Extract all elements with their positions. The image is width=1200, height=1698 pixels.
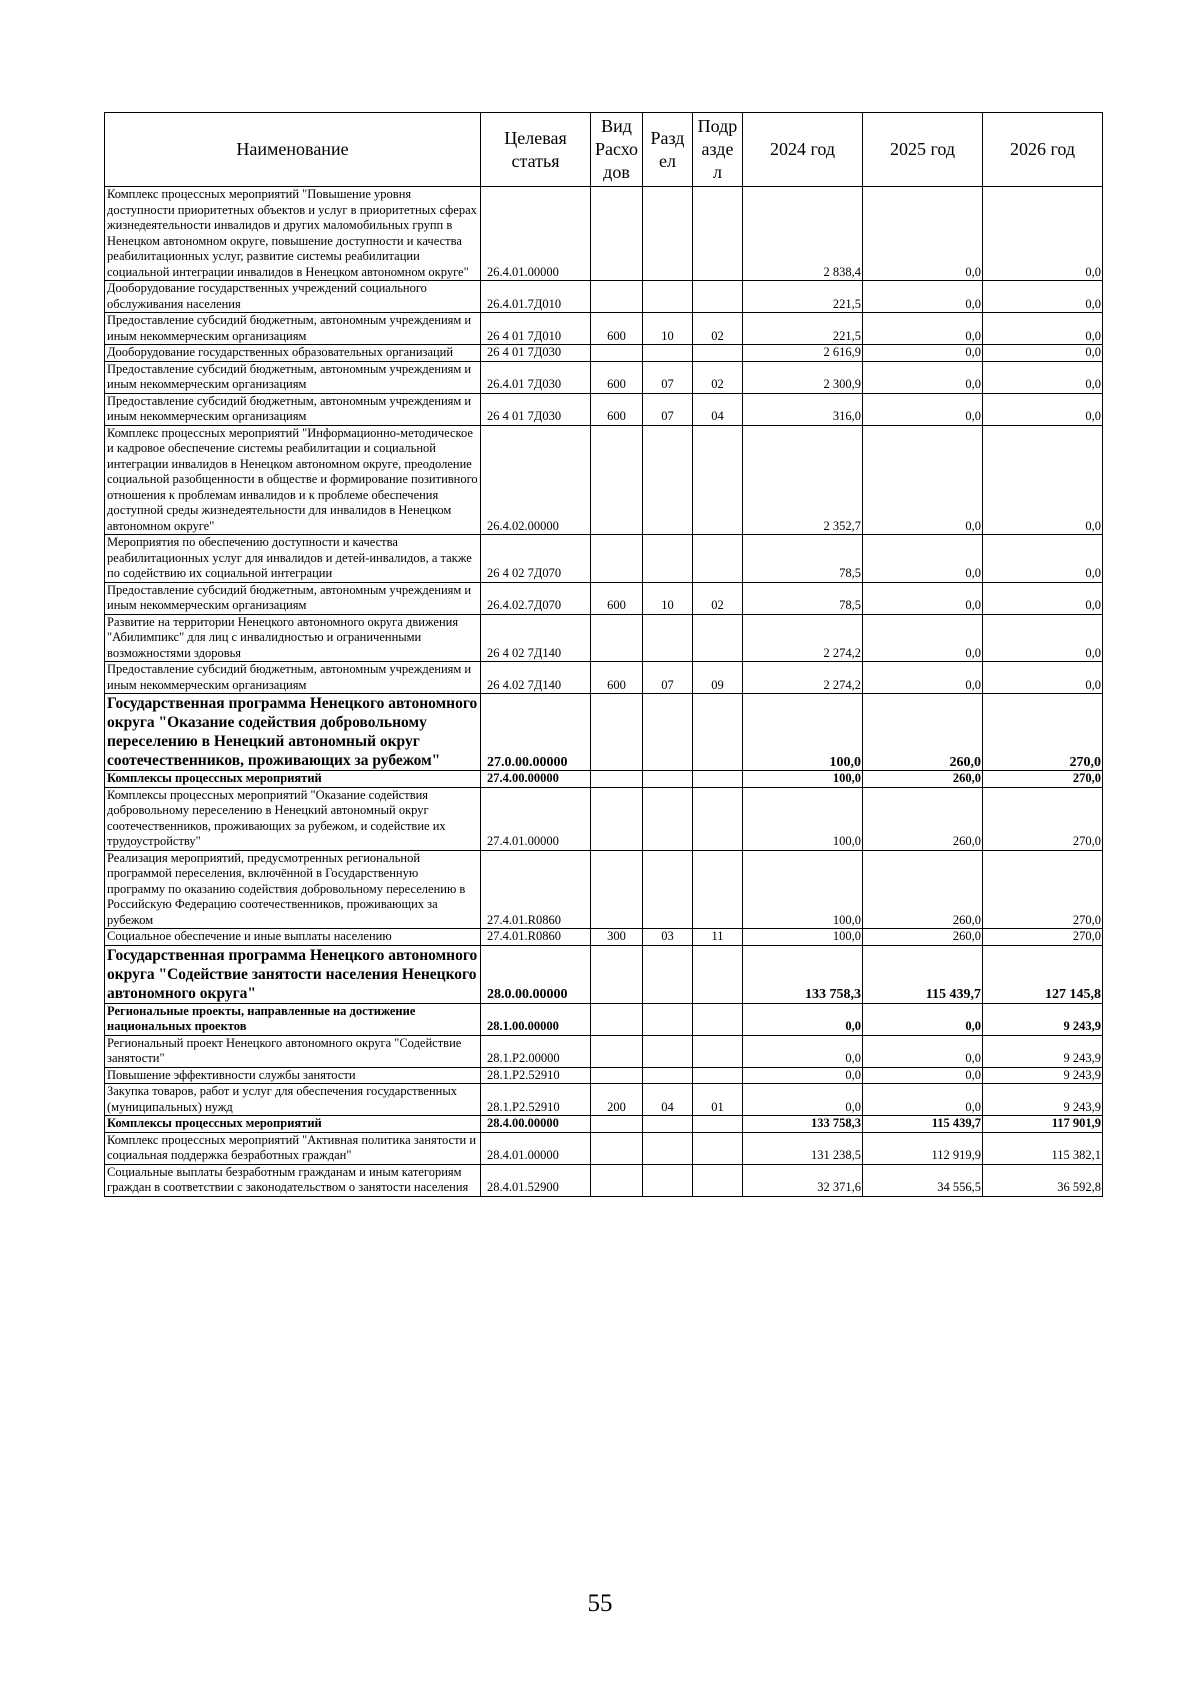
cell-code: 26 4.02 7Д140	[481, 662, 591, 694]
cell-2026: 270,0	[983, 771, 1103, 788]
cell-vid	[591, 1164, 643, 1196]
cell-vid: 200	[591, 1084, 643, 1116]
table-row	[105, 1084, 1103, 1116]
cell-code: 28.4.00.00000	[481, 1116, 591, 1133]
cell-podr: 09	[693, 662, 743, 694]
cell-vid	[591, 345, 643, 362]
budget-table-container	[104, 112, 1102, 1197]
cell-razd	[643, 945, 693, 1003]
cell-2026: 0,0	[983, 187, 1103, 281]
cell-razd	[643, 1116, 693, 1133]
cell-name: Комплекс процессных мероприятий "Информационно-методическое и кадровое обеспечение системы реабилитации и социальной интеграции инвалидов в Ненецком автономном округе, преодоление социальной разобщенности в обществе и формирование позитивного отношения к проблемам инвалидов и к проблеме обеспечения доступной среды жизнедеятельности для инвалидов в Ненецком автономном округе"	[105, 425, 481, 535]
cell-2025: 260,0	[863, 850, 983, 929]
cell-vid: 300	[591, 929, 643, 946]
table-row	[105, 187, 1103, 281]
cell-name: Социальные выплаты безработным гражданам и иным категориям граждан в соответствии с законодательством о занятости населения	[105, 1164, 481, 1196]
cell-name: Предоставление субсидий бюджетным, автономным учреждениям и иным некоммерческим организациям	[105, 393, 481, 425]
header-razd: Разд ел	[643, 113, 693, 187]
cell-2025: 115 439,7	[863, 1116, 983, 1133]
cell-2024: 0,0	[743, 1003, 863, 1035]
cell-2025: 0,0	[863, 662, 983, 694]
header-podr: Подр азде л	[693, 113, 743, 187]
cell-code: 26 4 02 7Д140	[481, 614, 591, 662]
cell-name: Комплекс процессных мероприятий "Повышение уровня доступности приоритетных объектов и услуг в приоритетных сферах жизнедеятельности инвалидов и других маломобильных групп в Ненецком автономном округе, повышение доступности и качества реабилитационных услуг, развитие системы реабилитации социальной интеграции инвалидов в Ненецком автономном округе"	[105, 187, 481, 281]
cell-podr	[693, 187, 743, 281]
cell-2024: 100,0	[743, 694, 863, 771]
cell-2024: 0,0	[743, 1084, 863, 1116]
cell-code: 27.4.01.00000	[481, 787, 591, 850]
cell-code: 26 4 01 7Д030	[481, 393, 591, 425]
cell-razd	[643, 694, 693, 771]
cell-2024: 221,5	[743, 281, 863, 313]
cell-podr	[693, 787, 743, 850]
cell-2025: 0,0	[863, 1035, 983, 1067]
cell-2026: 270,0	[983, 929, 1103, 946]
cell-vid	[591, 1035, 643, 1067]
cell-code: 28.4.01.00000	[481, 1132, 591, 1164]
cell-name: Дооборудование государственных учреждений социального обслуживания населения	[105, 281, 481, 313]
table-row	[105, 662, 1103, 694]
table-row	[105, 313, 1103, 345]
table-row	[105, 1132, 1103, 1164]
budget-table	[104, 112, 1103, 1197]
page-number: 55	[587, 1590, 613, 1617]
cell-2025: 0,0	[863, 1067, 983, 1084]
cell-podr: 04	[693, 393, 743, 425]
cell-2026: 36 592,8	[983, 1164, 1103, 1196]
cell-2024: 316,0	[743, 393, 863, 425]
cell-2024: 2 352,7	[743, 425, 863, 535]
cell-2025: 260,0	[863, 771, 983, 788]
cell-2024: 133 758,3	[743, 1116, 863, 1133]
table-row	[105, 281, 1103, 313]
cell-code: 26 4 01 7Д010	[481, 313, 591, 345]
cell-vid	[591, 1003, 643, 1035]
cell-2025: 34 556,5	[863, 1164, 983, 1196]
cell-name: Предоставление субсидий бюджетным, автономным учреждениям и иным некоммерческим организациям	[105, 582, 481, 614]
cell-name: Комплексы процессных мероприятий	[105, 1116, 481, 1133]
cell-code: 28.1.P2.00000	[481, 1035, 591, 1067]
table-header-row	[105, 113, 1103, 187]
cell-2024: 0,0	[743, 1067, 863, 1084]
cell-2026: 0,0	[983, 281, 1103, 313]
cell-podr: 11	[693, 929, 743, 946]
table-row	[105, 850, 1103, 929]
cell-name: Комплексы процессных мероприятий	[105, 771, 481, 788]
cell-razd	[643, 345, 693, 362]
cell-vid: 600	[591, 313, 643, 345]
cell-razd: 07	[643, 361, 693, 393]
cell-podr	[693, 345, 743, 362]
table-row	[105, 1035, 1103, 1067]
cell-2026: 0,0	[983, 535, 1103, 583]
cell-code: 26 4 02 7Д070	[481, 535, 591, 583]
cell-podr	[693, 1116, 743, 1133]
cell-2026: 0,0	[983, 361, 1103, 393]
cell-2024: 133 758,3	[743, 945, 863, 1003]
cell-name: Государственная программа Ненецкого автономного округа "Содействие занятости населения Ненецкого автономного округа"	[105, 945, 481, 1003]
cell-razd	[643, 187, 693, 281]
cell-razd	[643, 850, 693, 929]
cell-razd	[643, 1132, 693, 1164]
table-row	[105, 929, 1103, 946]
cell-vid	[591, 1132, 643, 1164]
header-vid: Вид Расхо дов	[591, 113, 643, 187]
cell-vid	[591, 771, 643, 788]
cell-2024: 2 838,4	[743, 187, 863, 281]
table-row	[105, 771, 1103, 788]
header-2026: 2026 год	[983, 113, 1103, 187]
cell-razd: 10	[643, 582, 693, 614]
cell-2026: 9 243,9	[983, 1067, 1103, 1084]
cell-vid	[591, 187, 643, 281]
cell-code: 27.4.01.R0860	[481, 929, 591, 946]
cell-2025: 0,0	[863, 281, 983, 313]
cell-podr	[693, 1003, 743, 1035]
cell-podr	[693, 1132, 743, 1164]
cell-code: 26.4.02.7Д070	[481, 582, 591, 614]
cell-2025: 260,0	[863, 929, 983, 946]
cell-razd: 10	[643, 313, 693, 345]
cell-name: Региональный проект Ненецкого автономного округа "Содействие занятости"	[105, 1035, 481, 1067]
cell-podr	[693, 771, 743, 788]
cell-2024: 32 371,6	[743, 1164, 863, 1196]
header-2024: 2024 год	[743, 113, 863, 187]
cell-vid: 600	[591, 582, 643, 614]
cell-2025: 260,0	[863, 694, 983, 771]
cell-code: 26.4.01.00000	[481, 187, 591, 281]
cell-2026: 270,0	[983, 787, 1103, 850]
cell-2024: 2 274,2	[743, 614, 863, 662]
table-body	[105, 187, 1103, 1197]
cell-code: 28.0.00.00000	[481, 945, 591, 1003]
cell-code: 27.4.01.R0860	[481, 850, 591, 929]
cell-name: Предоставление субсидий бюджетным, автономным учреждениям и иным некоммерческим организациям	[105, 662, 481, 694]
cell-2025: 0,0	[863, 361, 983, 393]
cell-name: Повышение эффективности службы занятости	[105, 1067, 481, 1084]
cell-vid	[591, 694, 643, 771]
cell-2025: 0,0	[863, 535, 983, 583]
cell-code: 26.4.01 7Д030	[481, 361, 591, 393]
header-name: Наименование	[105, 113, 481, 187]
cell-podr	[693, 945, 743, 1003]
cell-razd: 07	[643, 393, 693, 425]
cell-vid	[591, 1116, 643, 1133]
cell-name: Комплекс процессных мероприятий "Активная политика занятости и социальная поддержка безработных граждан"	[105, 1132, 481, 1164]
cell-2024: 100,0	[743, 787, 863, 850]
cell-2024: 100,0	[743, 850, 863, 929]
table-row	[105, 345, 1103, 362]
cell-2026: 117 901,9	[983, 1116, 1103, 1133]
cell-2024: 221,5	[743, 313, 863, 345]
cell-podr	[693, 694, 743, 771]
cell-podr	[693, 425, 743, 535]
cell-2025: 112 919,9	[863, 1132, 983, 1164]
cell-code: 28.1.00.00000	[481, 1003, 591, 1035]
cell-podr	[693, 1067, 743, 1084]
cell-podr: 02	[693, 361, 743, 393]
cell-name: Комплексы процессных мероприятий "Оказание содействия добровольному переселению в Ненецкий автономный округ соотечественников, проживающих за рубежом, и содействие их трудоустройству"	[105, 787, 481, 850]
table-row	[105, 614, 1103, 662]
cell-code: 27.4.00.00000	[481, 771, 591, 788]
table-row	[105, 945, 1103, 1003]
cell-2024: 100,0	[743, 929, 863, 946]
cell-2024: 2 300,9	[743, 361, 863, 393]
cell-name: Мероприятия по обеспечению доступности и качества реабилитационных услуг для инвалидов и детей-инвалидов, а также по содействию их социальной интеграции	[105, 535, 481, 583]
cell-2025: 0,0	[863, 582, 983, 614]
cell-2025: 0,0	[863, 313, 983, 345]
cell-razd	[643, 1035, 693, 1067]
cell-podr	[693, 850, 743, 929]
header-2025: 2025 год	[863, 113, 983, 187]
cell-vid	[591, 1067, 643, 1084]
table-row	[105, 1003, 1103, 1035]
cell-code: 28.1.P2.52910	[481, 1084, 591, 1116]
cell-name: Региональные проекты, направленные на достижение национальных проектов	[105, 1003, 481, 1035]
table-row	[105, 535, 1103, 583]
cell-2025: 0,0	[863, 1084, 983, 1116]
cell-2026: 0,0	[983, 662, 1103, 694]
cell-2026: 9 243,9	[983, 1003, 1103, 1035]
cell-podr	[693, 1164, 743, 1196]
cell-2026: 0,0	[983, 393, 1103, 425]
table-row	[105, 1116, 1103, 1133]
cell-razd	[643, 1067, 693, 1084]
cell-razd	[643, 1003, 693, 1035]
cell-podr: 02	[693, 582, 743, 614]
cell-2026: 0,0	[983, 345, 1103, 362]
cell-vid: 600	[591, 393, 643, 425]
cell-razd	[643, 535, 693, 583]
table-row	[105, 361, 1103, 393]
cell-razd	[643, 281, 693, 313]
cell-razd	[643, 787, 693, 850]
cell-2025: 0,0	[863, 1003, 983, 1035]
cell-vid	[591, 425, 643, 535]
table-row	[105, 694, 1103, 771]
cell-code: 27.0.00.00000	[481, 694, 591, 771]
cell-2024: 131 238,5	[743, 1132, 863, 1164]
cell-razd	[643, 614, 693, 662]
table-row	[105, 582, 1103, 614]
cell-podr	[693, 614, 743, 662]
cell-2026: 9 243,9	[983, 1084, 1103, 1116]
cell-name: Социальное обеспечение и иные выплаты населению	[105, 929, 481, 946]
cell-code: 28.4.01.52900	[481, 1164, 591, 1196]
cell-2024: 2 274,2	[743, 662, 863, 694]
cell-2025: 115 439,7	[863, 945, 983, 1003]
cell-razd	[643, 425, 693, 535]
table-row	[105, 425, 1103, 535]
cell-code: 26.4.02.00000	[481, 425, 591, 535]
cell-2025: 0,0	[863, 345, 983, 362]
cell-name: Реализация мероприятий, предусмотренных региональной программой переселения, включённой в Государственную программу по оказанию содействия добровольному переселению в Российскую Федерацию соотечественников, проживающих за рубежом	[105, 850, 481, 929]
cell-code: 26 4 01 7Д030	[481, 345, 591, 362]
cell-podr	[693, 1035, 743, 1067]
cell-vid	[591, 614, 643, 662]
cell-2025: 0,0	[863, 614, 983, 662]
cell-2026: 127 145,8	[983, 945, 1103, 1003]
cell-name: Закупка товаров, работ и услуг для обеспечения государственных (муниципальных) нужд	[105, 1084, 481, 1116]
cell-vid	[591, 850, 643, 929]
cell-name: Предоставление субсидий бюджетным, автономным учреждениям и иным некоммерческим организациям	[105, 361, 481, 393]
cell-razd: 07	[643, 662, 693, 694]
cell-2026: 9 243,9	[983, 1035, 1103, 1067]
cell-razd: 03	[643, 929, 693, 946]
cell-2025: 260,0	[863, 787, 983, 850]
cell-name: Государственная программа Ненецкого автономного округа "Оказание содействия добровольному переселению в Ненецкий автономный округ соотечественников, проживающих за рубежом"	[105, 694, 481, 771]
cell-2026: 0,0	[983, 582, 1103, 614]
cell-2026: 115 382,1	[983, 1132, 1103, 1164]
cell-razd	[643, 1164, 693, 1196]
cell-2024: 0,0	[743, 1035, 863, 1067]
cell-2026: 0,0	[983, 614, 1103, 662]
table-row	[105, 1164, 1103, 1196]
cell-razd	[643, 771, 693, 788]
cell-2024: 78,5	[743, 582, 863, 614]
cell-2025: 0,0	[863, 187, 983, 281]
cell-vid: 600	[591, 662, 643, 694]
cell-2026: 0,0	[983, 313, 1103, 345]
cell-vid	[591, 535, 643, 583]
cell-vid: 600	[591, 361, 643, 393]
cell-2026: 270,0	[983, 850, 1103, 929]
table-row	[105, 393, 1103, 425]
cell-2024: 100,0	[743, 771, 863, 788]
cell-2026: 0,0	[983, 425, 1103, 535]
cell-podr: 02	[693, 313, 743, 345]
cell-vid	[591, 945, 643, 1003]
cell-code: 26.4.01.7Д010	[481, 281, 591, 313]
cell-vid	[591, 787, 643, 850]
cell-2026: 270,0	[983, 694, 1103, 771]
cell-2024: 2 616,9	[743, 345, 863, 362]
cell-podr	[693, 535, 743, 583]
header-code: Целевая статья	[481, 113, 591, 187]
cell-2025: 0,0	[863, 425, 983, 535]
table-row	[105, 787, 1103, 850]
cell-2024: 78,5	[743, 535, 863, 583]
cell-code: 28.1.P2.52910	[481, 1067, 591, 1084]
cell-name: Дооборудование государственных образовательных организаций	[105, 345, 481, 362]
cell-2025: 0,0	[863, 393, 983, 425]
cell-podr	[693, 281, 743, 313]
cell-vid	[591, 281, 643, 313]
cell-razd: 04	[643, 1084, 693, 1116]
cell-name: Развитие на территории Ненецкого автономного округа движения "Абилимпикс" для лиц с инвалидностью и ограниченными возможностями здоровья	[105, 614, 481, 662]
cell-podr: 01	[693, 1084, 743, 1116]
cell-name: Предоставление субсидий бюджетным, автономным учреждениям и иным некоммерческим организациям	[105, 313, 481, 345]
table-row	[105, 1067, 1103, 1084]
